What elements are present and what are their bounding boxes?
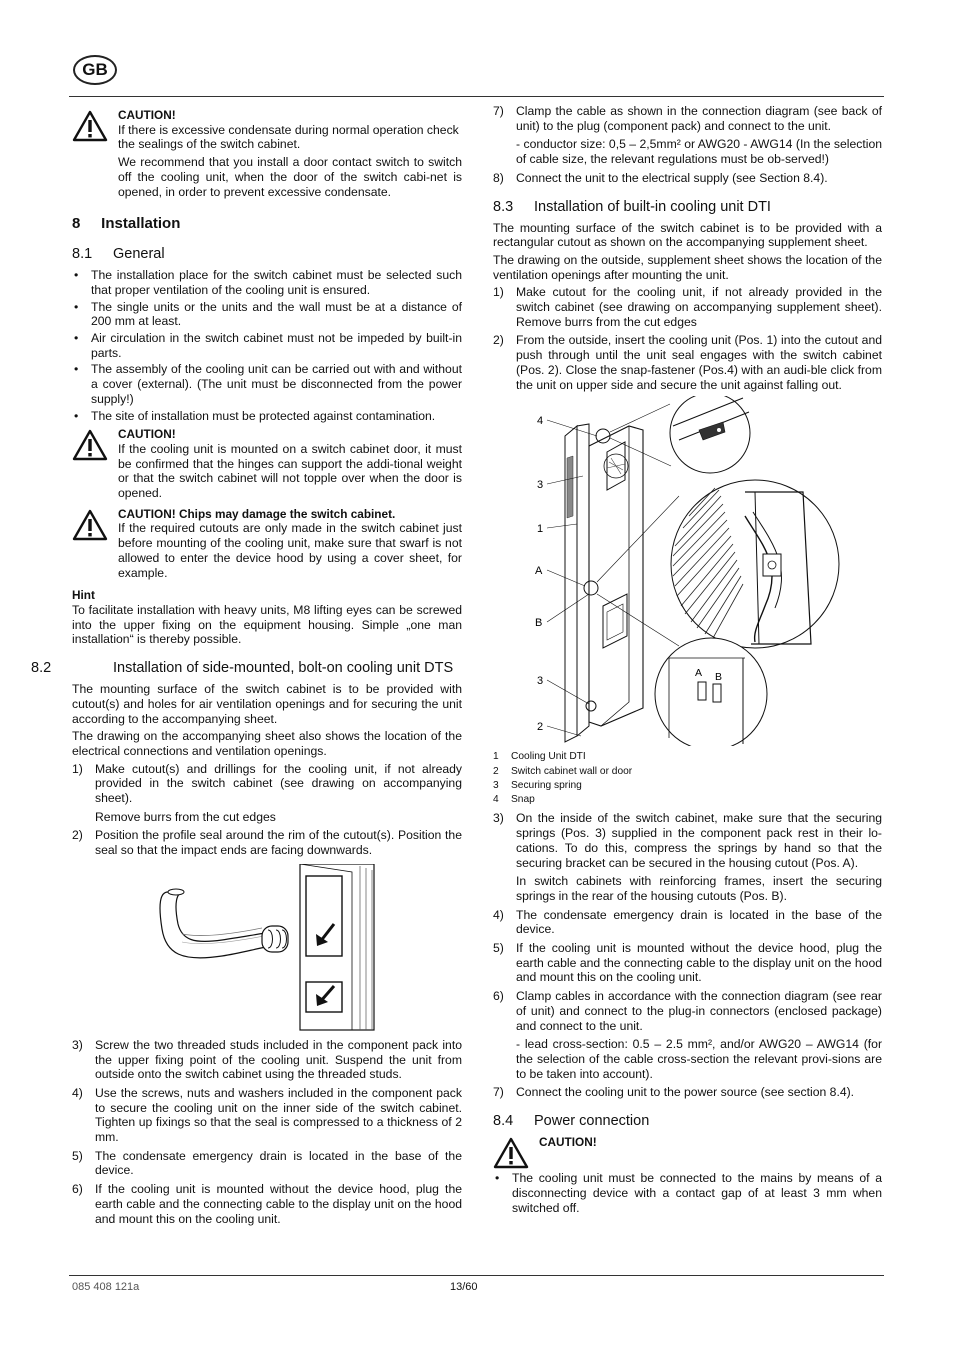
bullet-list [493,1171,882,1215]
step-list [493,1085,882,1100]
step-item [493,811,882,870]
step-text: If the cooling unit is mounted without the device hood, plug the earth cable and the connecting cable to the display unit on the hood and mount this on the cooling unit. [516,941,882,985]
bullet-item [72,268,462,297]
step-continuation: In switch cabinets with reinforcing frames, insert the securing springs in the rear of the housing cutouts (Pos. B). [516,874,882,903]
bullet-mark: • [74,362,79,377]
caution-block [72,427,462,501]
step-text: The condensate emergency drain is located in the base of the device. [516,907,882,937]
figure-label: B [715,671,723,684]
paragraph: The drawing on the outside, supplement sheet shows the location of the ventilation openings after mounting the unit. [493,252,882,282]
paragraph: The mounting surface of the switch cabinet is to be provided with a rectangular cutout as shown on the accompanying supplement sheet. [493,220,882,250]
step-number: 2) [493,333,504,348]
step-list [493,104,882,133]
bullet-list [72,268,462,423]
step-item [493,941,882,985]
bullet-mark: • [74,408,79,423]
figure-label: B [535,617,543,630]
step-continuation: - lead cross-section: 0.5 – 2.5 mm², and/or AWG20 – AWG14 (for the selection of the cable cross-section the relevant provi-sions are to be taken into account). [516,1037,882,1081]
section-number: 8.1 [72,246,93,263]
page-number: 13/60 [450,1281,478,1293]
figure-label: 3 [537,675,544,688]
warning-icon [72,110,108,142]
step-text: Make cutout for the cooling unit, if not already provided in the switch cabinet (see drawing on accompanying supplement sheet). Remove burrs from the cut edges [516,285,882,329]
figure-label: 2 [537,721,544,734]
bullet-mark: • [74,331,79,346]
warning-icon [72,509,108,541]
step-text: Connect the unit to the electrical supply (see Section 8.4). [516,170,828,185]
step-number: 3) [493,811,504,826]
step-number: 4) [493,907,504,922]
legend-text: Cooling Unit DTI [511,751,586,763]
step-item [72,1149,462,1178]
caution-block [493,1135,882,1165]
step-text: From the outside, insert the cooling unit (Pos. 1) into the cutout and push through until the unit seal engages with the switch cabinet (Pos. 2). Close the snap-fastener (Pos.4) with an audi-ble click from the unit on upper side and secure the unit against falling out. [516,333,882,392]
legend-text: Switch cabinet wall or door [511,765,633,777]
bullet-item [493,1171,882,1215]
bullet-item [72,300,462,329]
language-badge: GB [73,55,117,85]
left-column [31,104,462,1230]
step-item [493,333,882,392]
step-list [72,828,462,857]
legend-item [493,793,882,807]
legend-number: 2 [493,765,499,777]
section-title: Installation of built-in cooling unit DTI [534,198,771,215]
caution-text: If the cooling unit is mounted on a switch cabinet door, it must be confirmed that the hinges can support the addi-tional weight or that the switch cabinet will not topple over when the door is opened. [118,441,462,501]
bullet-text: The cooling unit must be connected to the mains by means of a disconnecting device with a contact gap of at least 3 mm when switched off. [512,1171,882,1215]
step-number: 7) [493,104,504,118]
step-text: Clamp cables in accordance with the connection diagram (see rear of unit) and connect to the plug-in connectors (enclosed package) and connect to the unit. [516,989,882,1033]
step-continuation: - conductor size: 0,5 – 2,5mm² or AWG20 - AWG14 (In the selection of cable size, the relevant regulations must be ob-served!) [516,137,882,167]
step-item [493,1085,882,1100]
step-number: 6) [493,989,504,1004]
hint-title: Hint [72,588,95,603]
step-text: Make cutout(s) and drillings for the cooling unit, if not already provided in the switch cabinet (see drawing on accompanying sheet). [95,761,462,806]
bullet-mark: • [74,268,79,283]
section-heading [493,198,882,216]
step-number: 2) [72,828,83,843]
step-number: 6) [72,1182,83,1197]
step-item [72,1086,462,1145]
step-item [493,285,882,329]
figure-label: A [535,565,543,578]
legend-item [493,765,882,779]
step-list [72,1038,462,1226]
step-item [493,908,882,937]
bullet-mark: • [495,1171,500,1186]
section-title: General [113,246,165,263]
bullet-mark: • [74,299,79,314]
caution-text: If the required cutouts are only made in the switch cabinet just before mounting of the cooling unit, make sure that swarf is not allowed to enter the device hood by using a cover sheet, for example. [118,521,462,580]
bullet-text: The installation place for the switch cabinet must be selected such that proper ventilation of the cooling unit is ensured. [91,268,462,297]
section-number: 8.4 [493,1113,514,1130]
step-number: 5) [72,1148,83,1163]
step-list [493,285,882,392]
step-number: 4) [72,1085,83,1100]
step-list [493,171,882,186]
step-item [72,828,462,857]
caution-title: CAUTION! [539,1135,597,1150]
warning-icon [72,429,108,461]
bullet-text: The assembly of the cooling unit can be carried out with and without a cover (external). (The unit must be disconnected from the power supply!) [91,362,462,406]
caution-title: CAUTION! Chips may damage the switch cabinet. [118,506,396,521]
paragraph: The mounting surface of the switch cabinet is to be provided with cutout(s) and holes for air ventilation openings and for securing the unit according to the accompanying sheet. [72,682,462,726]
caution-title: CAUTION! [118,427,176,442]
figure-label: A [695,667,703,680]
step-text: Use the screws, nuts and washers included in the component pack to secure the cooling unit on the inner side of the switch cabinet. Tighten up fixings so that the seal is compressed to a thickness of 2 mm. [95,1085,462,1145]
figure-label: 1 [537,523,544,536]
footer-rule [69,1275,884,1276]
caution-text: We recommend that you install a door contact switch to switch off the cooling unit, when the door of the switch cabi-net is opened, in order to prevent excessive condensate. [118,155,462,199]
bullet-item [72,331,462,360]
legend-number: 4 [493,794,499,806]
section-heading [31,659,462,677]
step-number: 7) [493,1085,504,1100]
legend-text: Snap [511,794,535,806]
legend-item [493,750,882,764]
header-rule [69,96,884,97]
step-list [72,762,462,806]
step-list [493,811,882,870]
step-text: The condensate emergency drain is located in the base of the device. [95,1148,462,1178]
step-item [493,171,882,186]
step-text: Connect the cooling unit to the power source (see section 8.4). [516,1085,855,1100]
warning-icon [493,1137,529,1169]
step-number: 1) [72,761,83,776]
bullet-text: The site of installation must be protected against contamination. [91,408,436,423]
step-list [493,908,882,1034]
step-number: 1) [493,285,504,300]
installation-figure [493,396,882,746]
step-item [493,104,882,133]
bullet-text: The single units or the units and the wall must be at a distance of 200 mm at least. [91,299,462,329]
step-item [493,989,882,1033]
step-number: 5) [493,941,504,956]
caution-block [72,507,462,581]
hint-text: To facilitate installation with heavy units, M8 lifting eyes can be screwed into the upper fixing on the equipment housing. Simple „one man installation“ is thereby possible. [72,602,462,647]
step-text: On the inside of the switch cabinet, make sure that the securing springs (Pos. 3) supplied in the component pack rest in their lo-cations. To do this, compress the springs by hand so that the securing bracket can be secured in the housing cutout (Pos. A). [516,811,882,870]
step-text: If the cooling unit is mounted without the device hood, plug the earth cable and the connecting cable to the display unit on the hood and mount this on the cooling unit. [95,1182,462,1226]
section-number: 8.2 [31,660,52,677]
step-item [72,1182,462,1226]
seal-figure [72,864,462,1034]
caution-text: If there is excessive condensate during normal operation check the sealings of the switch cabinet. [118,122,459,152]
figure-label: 4 [537,415,544,428]
right-column [493,104,882,1217]
caution-block [72,108,462,199]
legend-number: 3 [493,779,499,791]
legend-number: 1 [493,751,499,763]
step-item [72,762,462,806]
section-title: Installation of side-mounted, bolt-on cooling unit DTS [113,660,454,677]
bullet-text: Air circulation in the switch cabinet must not be impeded by built-in parts. [91,331,462,360]
step-number: 8) [493,170,504,185]
section-heading: 8 Installation [72,215,181,233]
step-item [72,1038,462,1082]
section-heading [72,245,462,263]
section-number: 8.3 [493,198,514,215]
step-text: Screw the two threaded studs included in the component pack into the upper fixing point of the cooling unit. Suspend the unit from outside onto the switch cabinet using the threaded studs. [95,1037,462,1082]
figure-legend [493,750,882,807]
figure-label: 3 [537,479,544,492]
document-number: 085 408 121a [72,1281,140,1293]
legend-text: Securing spring [511,779,582,791]
paragraph: The drawing on the accompanying sheet also shows the location of the electrical connections and ventilation openings. [72,729,462,758]
bullet-item [72,362,462,406]
step-text: Position the profile seal around the rim of the cutout(s). Position the seal so that the impact ends are facing downwards. [95,828,462,858]
section-heading [493,1112,882,1130]
caution-title: CAUTION! [118,108,176,122]
step-number: 3) [72,1037,83,1052]
bullet-item [72,409,462,424]
step-text: Clamp the cable as shown in the connection diagram (see back of unit) to the plug (component pack) and connect to the unit. [516,104,882,133]
section-title: Power connection [534,1113,650,1130]
step-continuation: Remove burrs from the cut edges [95,809,276,824]
legend-item [493,779,882,793]
